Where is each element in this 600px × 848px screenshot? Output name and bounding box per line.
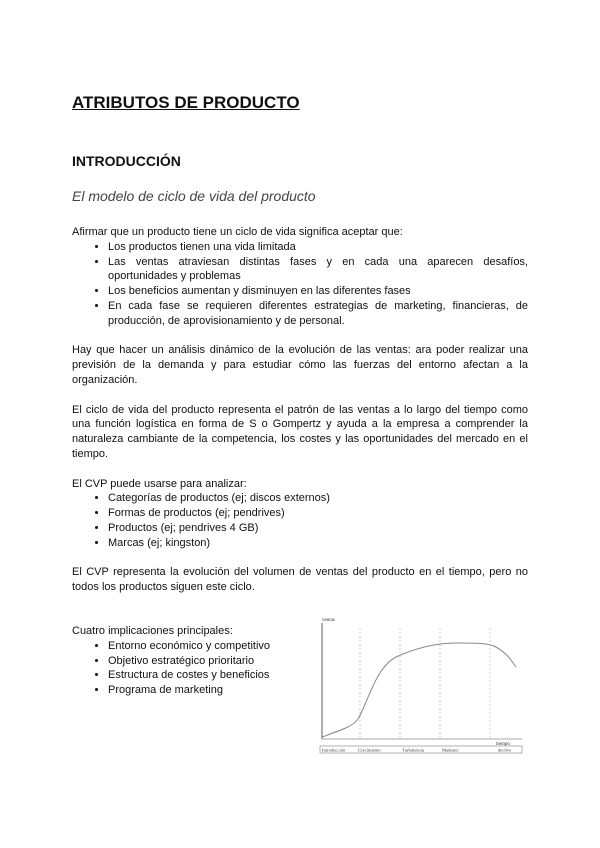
- list-item: • Formas de productos (ej; pendrives): [108, 506, 528, 521]
- phase-label: Madurez: [442, 747, 459, 753]
- list-item: • Categorías de productos (ej; discos externos): [108, 491, 528, 506]
- list-item: • Las ventas atraviesan distintas fases y en cada una aparecen desafíos, oportunidades y problemas: [108, 255, 528, 285]
- paragraph: El CVP representa la evolución del volumen de ventas del producto en el tiempo, pero no todos los productos siguen este ciclo.: [72, 566, 528, 594]
- bullet-list: [72, 240, 528, 329]
- phase-label: declive: [498, 747, 512, 753]
- paragraph: Afirmar que un producto tiene un ciclo de vida significa aceptar que:: [72, 226, 403, 238]
- list-item: • Programa de marketing: [108, 683, 302, 698]
- list-item: • Entorno económico y competitivo: [108, 639, 302, 654]
- subsection-heading: El modelo de ciclo de vida del producto: [72, 188, 316, 204]
- sales-curve: [322, 643, 516, 737]
- list-item: • Productos (ej; pendrives 4 GB): [108, 521, 528, 536]
- list-item: • Estructura de costes y beneficios: [108, 668, 302, 683]
- list-item: • En cada fase se requieren diferentes estrategias de marketing, financieras, de producción, de aprovisionamiento y de personal.: [108, 299, 528, 329]
- phase-label: Crecimiento: [358, 747, 381, 753]
- phase-dividers: [360, 628, 490, 739]
- paragraph: El CVP puede usarse para analizar:: [72, 477, 247, 490]
- product-life-cycle-figure: [316, 612, 528, 754]
- list-item: • Objetivo estratégico prioritario: [108, 654, 302, 669]
- list-item: • Marcas (ej; kingston): [108, 536, 528, 551]
- bullet-list: [72, 639, 302, 698]
- phase-label: Introducción: [322, 747, 346, 753]
- section-heading: INTRODUCCIÓN: [72, 153, 181, 169]
- paragraph: El ciclo de vida del producto representa el patrón de las ventas a lo largo del tiempo como una función logística en forma de S o Gompertz y ayuda a la empresa a comprender la naturaleza cambiante de la competencia, los costes y las oportunidades del mercado en el tiempo.: [72, 403, 528, 460]
- phase-label: Turbulencia: [402, 747, 425, 753]
- y-axis-label: ventas: [322, 618, 335, 623]
- paragraph: Hay que hacer un análisis dinámico de la evolución de las ventas: ara poder realizar una previsión de la demanda y para estudiar cómo las fuerzas del entorno afectan a la organización.: [72, 344, 528, 386]
- bullet-list: [72, 491, 528, 550]
- list-item: • Los productos tienen una vida limitada: [108, 240, 528, 255]
- x-axis-label: tiempo: [496, 742, 510, 747]
- paragraph: Cuatro implicaciones principales:: [72, 624, 233, 637]
- list-item: • Los beneficios aumentan y disminuyen en las diferentes fases: [108, 284, 528, 299]
- page-title: ATRIBUTOS DE PRODUCTO: [72, 93, 300, 112]
